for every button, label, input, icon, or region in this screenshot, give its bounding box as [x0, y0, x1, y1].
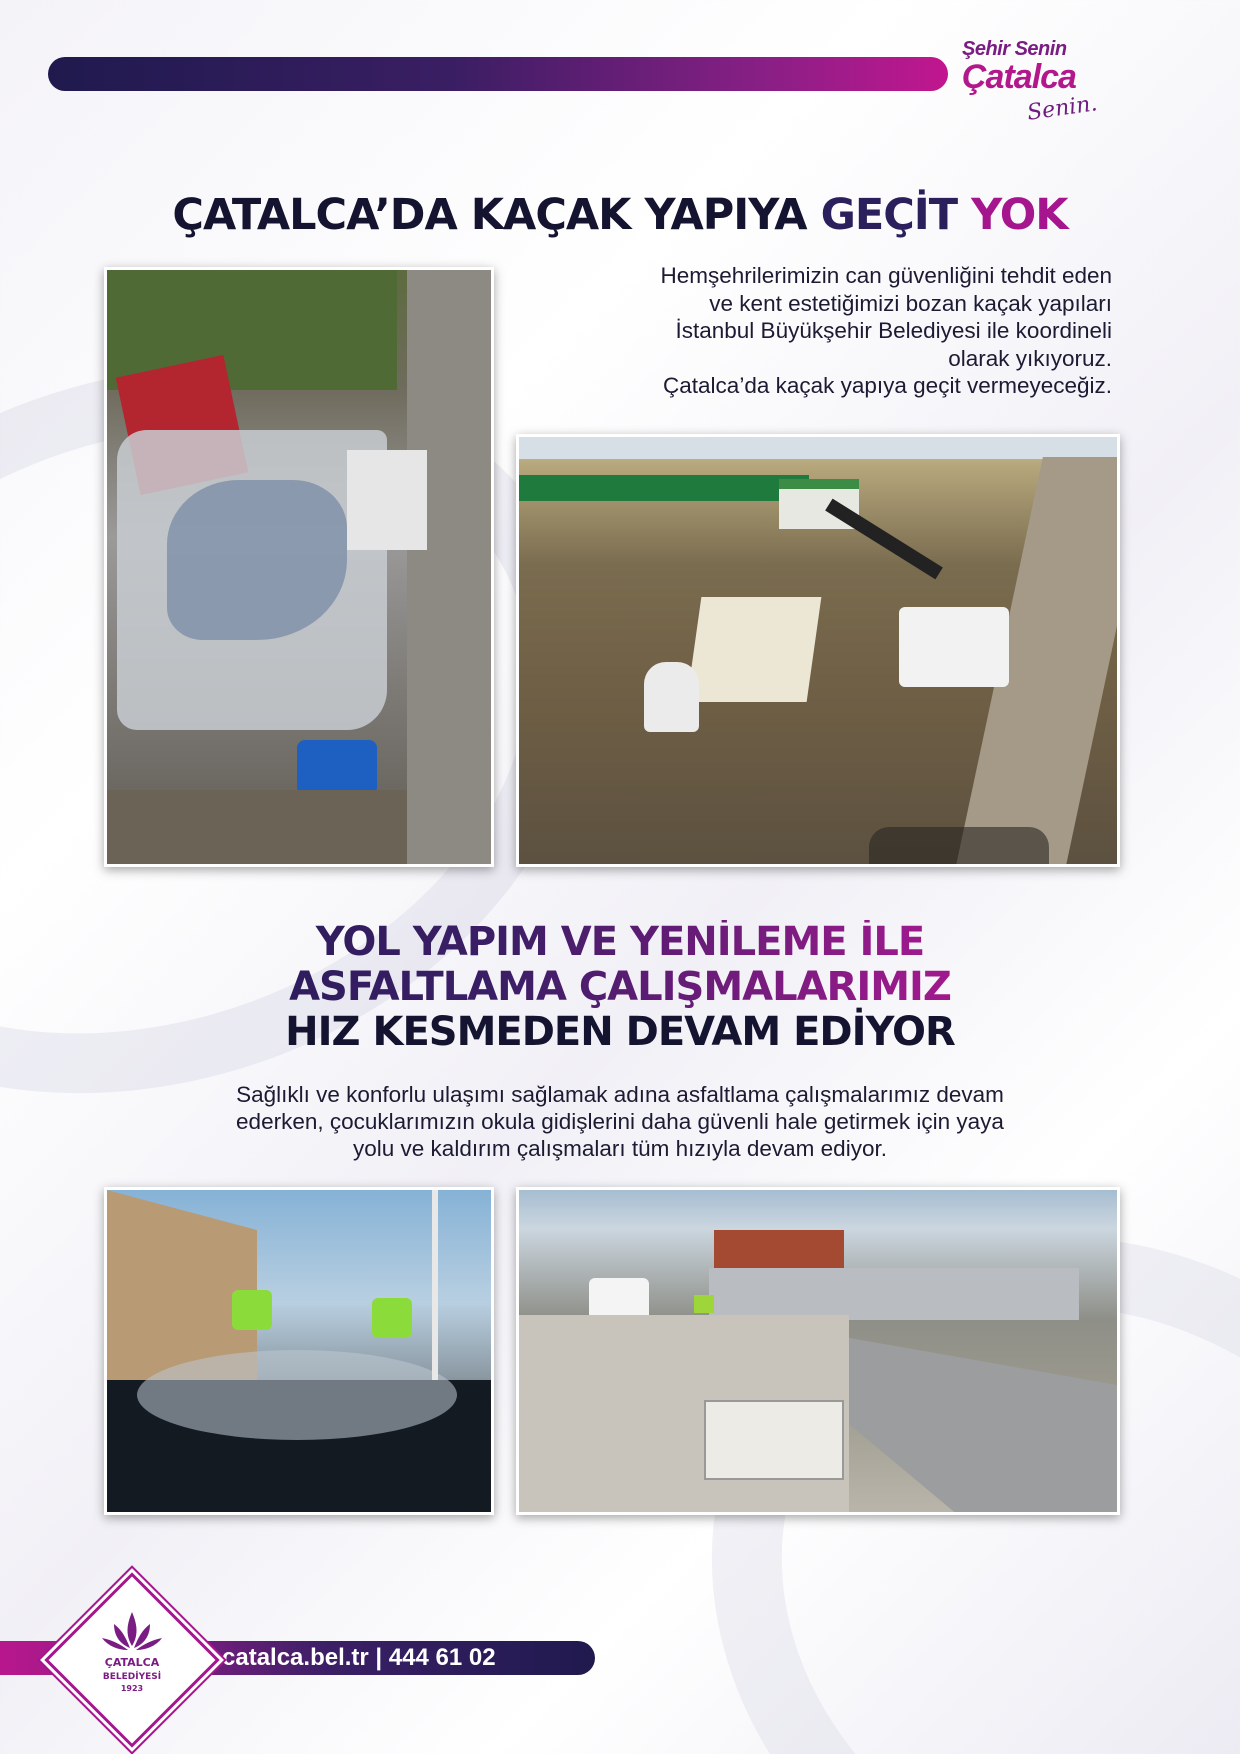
header-gradient-bar [48, 57, 948, 91]
photo-sidewalk-construction [516, 1187, 1120, 1515]
section2-paragraph [120, 1081, 1120, 1162]
paragraph-line: Hemşehrilerimizin can güvenliğini tehdit eden [660, 263, 1112, 288]
footer-contact: catalca.bel.tr | 444 61 02 [222, 1644, 496, 1671]
seal-line1: ÇATALCA [104, 1656, 160, 1669]
seal-line2: BELEDİYESİ [102, 1672, 162, 1682]
seal-line3: 1923 [120, 1684, 144, 1693]
section1-title-part3: YOK [971, 190, 1068, 240]
paragraph-line: ve kent estetiğimizi bozan kaçak yapıları [709, 290, 1112, 316]
section2-title-line2: ASFALTLAMA ÇALIŞMALARIMIZ [40, 965, 1200, 1010]
paragraph-line: İstanbul Büyükşehir Belediyesi ile koordineli [675, 318, 1112, 343]
paragraph-line: Sağlıklı ve konforlu ulaşımı sağlamak adına asfaltlama çalışmalarımız devam [236, 1082, 1004, 1107]
section2-title [40, 920, 1200, 1055]
brand-line3: Senin. [1025, 91, 1099, 126]
tulip-icon [102, 1612, 162, 1650]
brand-line2: Çatalca [962, 58, 1076, 96]
paragraph-line: olarak yıkıyoruz. [948, 345, 1112, 371]
section1-paragraph [520, 262, 1112, 400]
section1-title [40, 190, 1200, 240]
section2-title-line1: YOL YAPIM VE YENİLEME İLE [40, 920, 1200, 965]
section1-title-part1: ÇATALCA’DA KAÇAK YAPIYA [172, 190, 807, 240]
municipality-seal-emblem [70, 1598, 194, 1722]
brand-logo [962, 38, 1112, 128]
photo-asphalt-workers [104, 1187, 494, 1515]
paragraph-line: yolu ve kaldırım çalışmaları tüm hızıyla devam ediyor. [353, 1136, 887, 1161]
paragraph-line: Çatalca’da kaçak yapıya geçit vermeyeceğiz. [663, 373, 1112, 398]
section2-title-line3: HIZ KESMEDEN DEVAM EDİYOR [285, 1009, 955, 1055]
brand-line1: Şehir Senin [962, 38, 1067, 60]
photo-excavator-site [516, 434, 1120, 867]
section1-title-part2: GEÇİT [820, 190, 958, 240]
photo-demolition-aerial [104, 267, 494, 867]
paragraph-line: ederken, çocuklarımızın okula gidişlerini daha güvenli hale getirmek için yaya [236, 1109, 1004, 1134]
